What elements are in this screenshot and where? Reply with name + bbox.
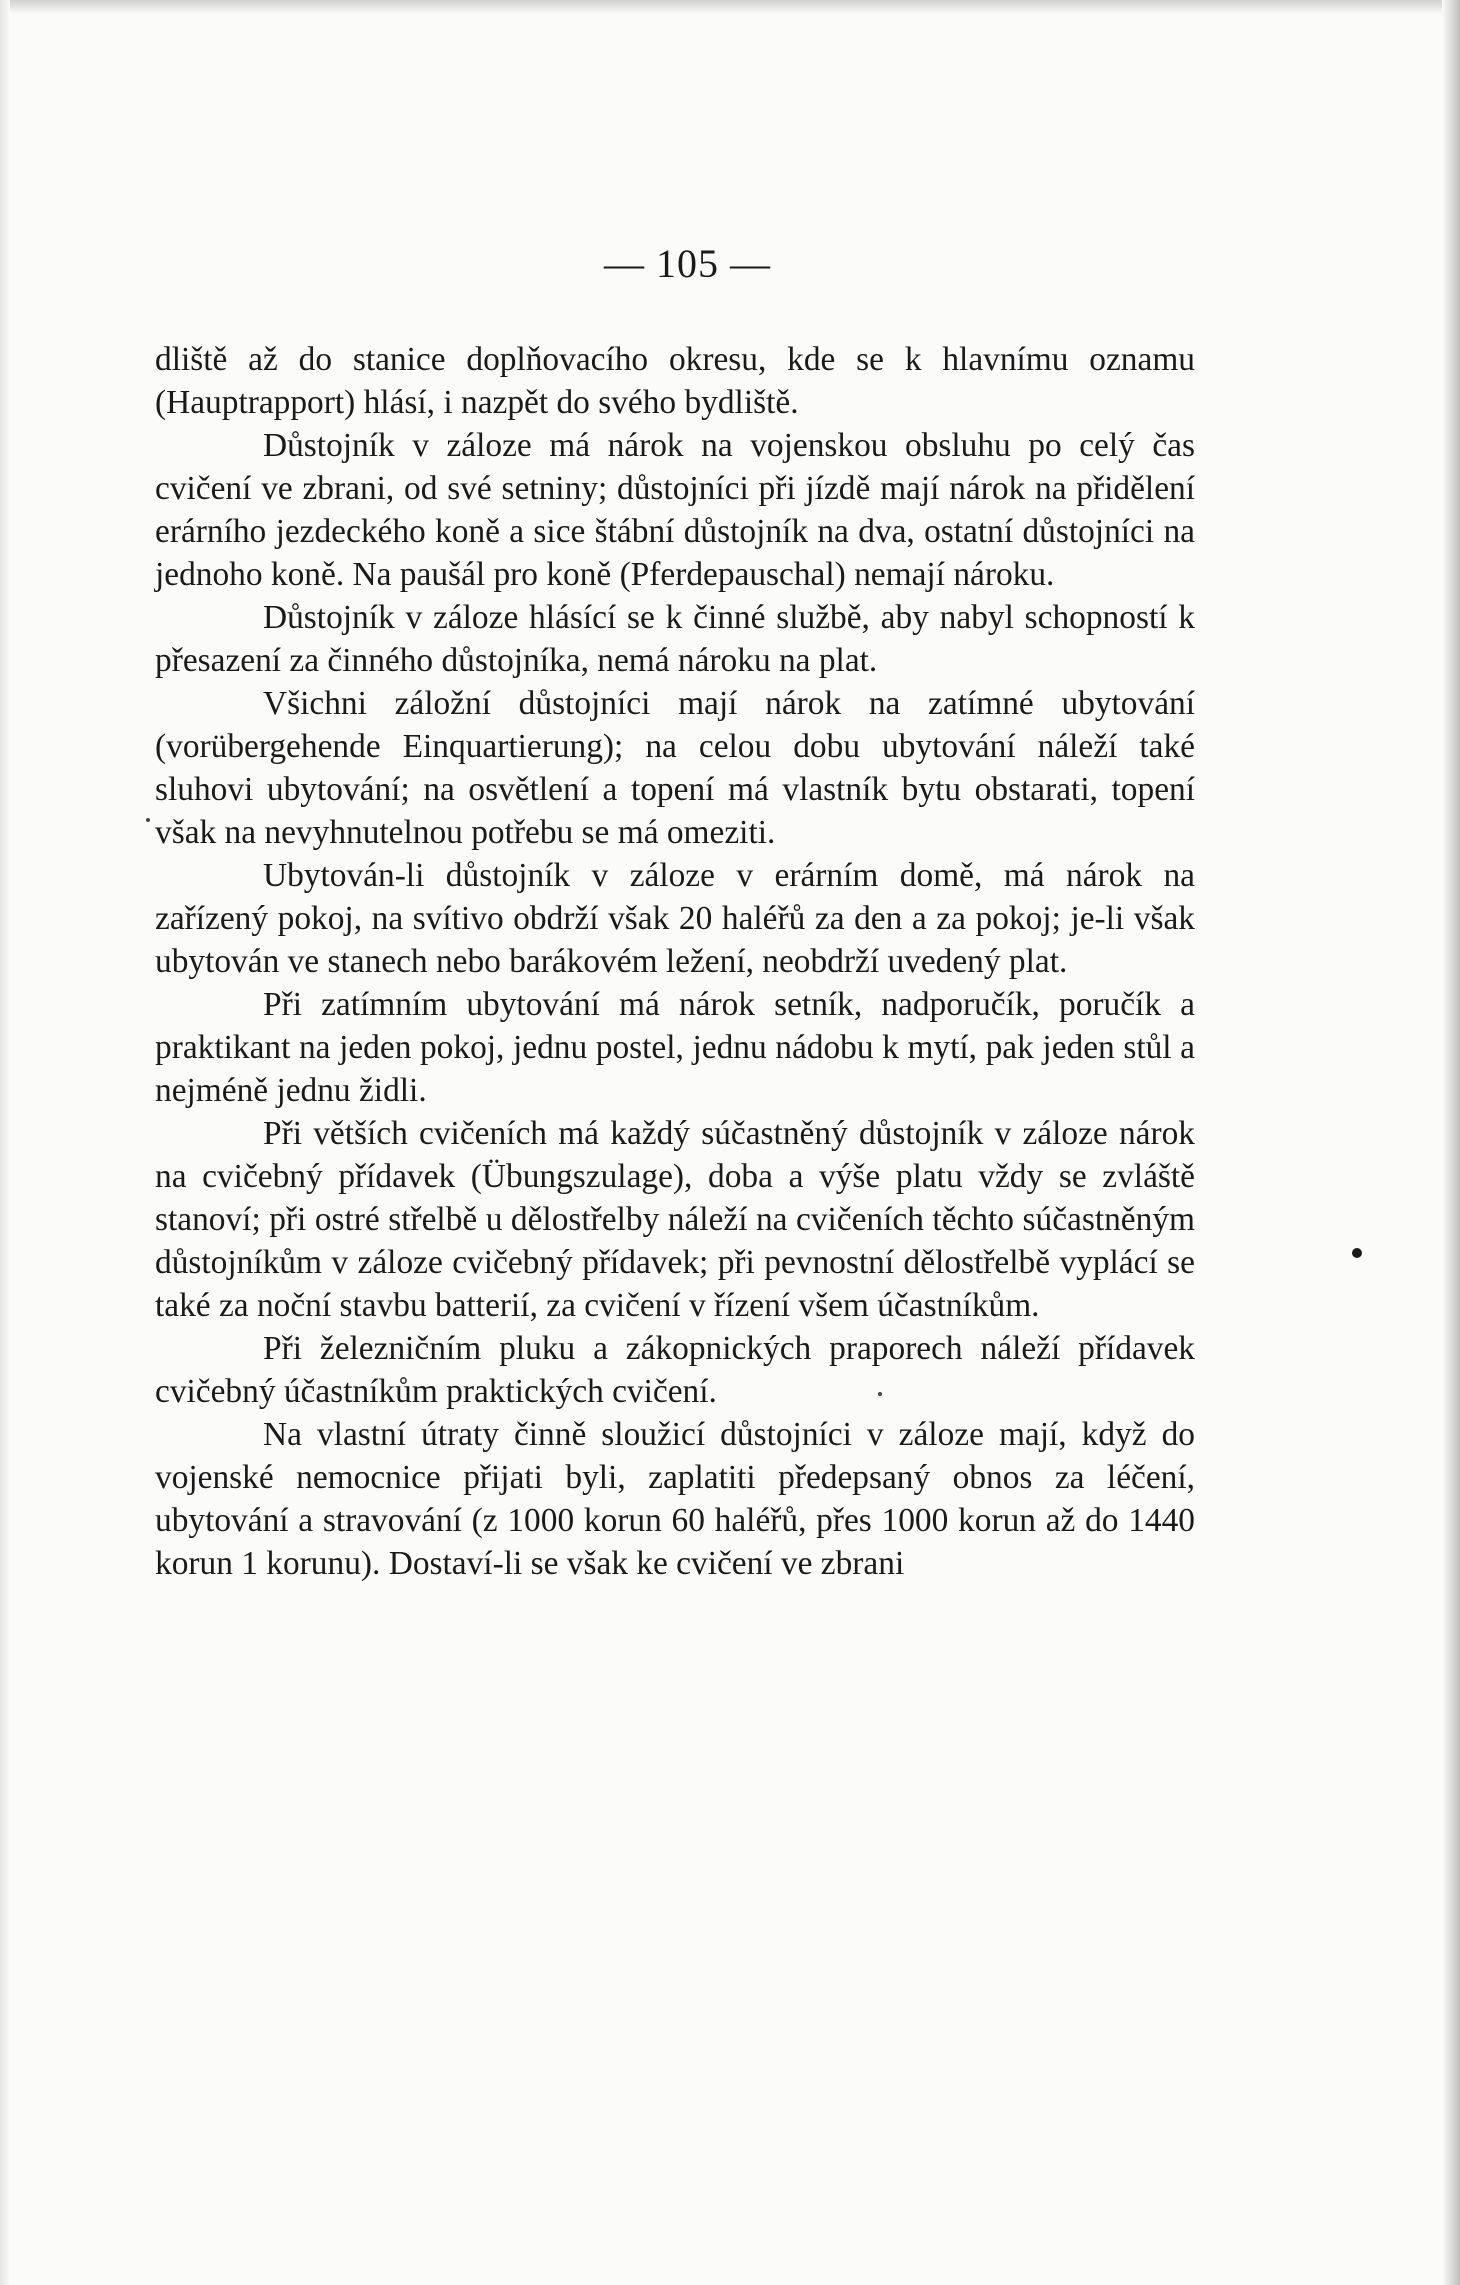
- body-text: [155, 338, 1195, 1585]
- page-number: — 105 —: [604, 241, 771, 286]
- paragraph: Důstojník v záloze hlásící se k činné službě, aby nabyl schopností k přesazení za činného důstojníka, nemá nároku na plat.: [155, 599, 1195, 679]
- paragraph: Při větších cvičeních má každý súčastněný důstojník v záloze nárok na cvičebný přídavek (Übungszulage), doba a výše platu vždy se zvláště stanoví; při ostré střelbě u dělostřelby náleží na cvičeních těchto súčastněným důstojníkům v záloze cvičebný přídavek; při pevnostní dělostřelbě vyplácí se také za noční stavbu batterií, za cvičení v řízení všem účastníkům.: [155, 1115, 1195, 1324]
- scan-edge-right: [1442, 0, 1460, 2285]
- paragraph: Ubytován-li důstojník v záloze v erárním domě, má nárok na zařízený pokoj, na svítivo obdrží však 20 haléřů za den a za pokoj; je-li však ubytován ve stanech nebo barákovém ležení, neobdrží uvedený plat.: [155, 857, 1195, 980]
- ink-speck: [146, 818, 150, 822]
- ink-speck: [1352, 1248, 1362, 1258]
- scan-edge-left: [0, 0, 10, 2285]
- paragraph: Důstojník v záloze má nárok na vojenskou obsluhu po celý čas cvičení ve zbrani, od své setniny; důstojníci při jízdě mají nárok na přidělení erárního jezdeckého koně a sice štábní důstojník na dva, ostatní důstojníci na jednoho koně. Na paušál pro koně (Pferdepauschal) nemají nároku.: [155, 427, 1195, 593]
- scan-edge-top: [0, 0, 1460, 14]
- ink-speck: [878, 1392, 882, 1396]
- paragraph: Při zatímním ubytování má nárok setník, nadporučík, poručík a praktikant na jeden pokoj, jednu postel, jednu nádobu k mytí, pak jeden stůl a nejméně jednu židli.: [155, 986, 1195, 1109]
- paragraph: Všichni záložní důstojníci mají nárok na zatímné ubytování (vorübergehende Einquartierung); na celou dobu ubytování náleží také sluhovi ubytování; na osvětlení a topení má vlastník bytu obstarati, topení však na nevyhnutelnou potřebu se má omeziti.: [155, 685, 1195, 851]
- paragraph: Při železničním pluku a zákopnických praporech náleží přídavek cvičebný účastníkům praktických cvičení.: [155, 1330, 1195, 1410]
- paragraph: dliště až do stanice doplňovacího okresu, kde se k hlavnímu oznamu (Hauptrapport) hlásí, i nazpět do svého bydliště.: [155, 341, 1195, 421]
- paragraph: Na vlastní útraty činně sloužicí důstojníci v záloze mají, když do vojenské nemocnice přijati byli, zaplatiti předepsaný obnos za léčení, ubytování a stravování (z 1000 korun 60 haléřů, přes 1000 korun až do 1440 korun 1 korunu). Dostaví-li se však ke cvičení ve zbrani: [155, 1416, 1195, 1582]
